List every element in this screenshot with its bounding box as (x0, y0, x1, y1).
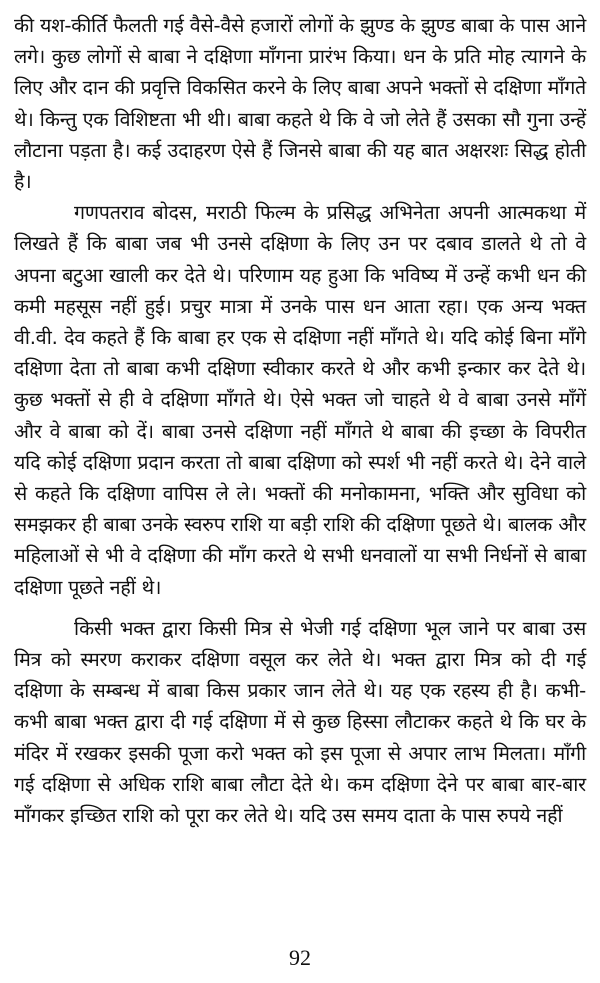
page-body (14, 10, 586, 831)
paragraph-2: गणपतराव बोदस, मराठी फिल्म के प्रसिद्ध अभिनेता अपनी आत्मकथा में लिखते हैं कि बाबा जब भी उनसे दक्षिणा के लिए उन पर दबाव डालते थे तो वे अपना बटुआ खाली कर देते थे। परिणाम यह हुआ कि भविष्य में उन्हें कभी धन की कमी महसूस नहीं हुई। प्रचुर मात्रा में उनके पास धन आता रहा। एक अन्य भक्त वी.वी. देव कहते हैं कि बाबा हर एक से दक्षिणा नहीं माँगते थे। यदि कोई बिना माँगे दक्षिणा देता तो बाबा कभी दक्षिणा स्वीकार करते थे और कभी इन्कार कर देते थे। कुछ भक्तों से ही वे दक्षिणा माँगते थे। ऐसे भक्त जो चाहते थे वे बाबा उनसे माँगें और वे बाबा को दें। बाबा उनसे दक्षिणा नहीं माँगते थे बाबा की इच्छा के विपरीत यदि कोई दक्षिणा प्रदान करता तो बाबा दक्षिणा को स्पर्श भी नहीं करते थे। देने वाले से कहते कि दक्षिणा वापिस ले ले। भक्तों की मनोकामना, भक्ति और सुविधा को समझकर ही बाबा उनके स्वरुप राशि या बड़ी राशि की दक्षिणा पूछते थे। बालक और महिलाओं से भी वे दक्षिणा की माँग करते थे सभी धनवालों या सभी निर्धनों से बाबा दक्षिणा पूछते नहीं थे। (14, 201, 586, 599)
paragraph-3: किसी भक्त द्वारा किसी मित्र से भेजी गई दक्षिणा भूल जाने पर बाबा उस मित्र को स्मरण कराकर दक्षिणा वसूल कर लेते थे। भक्त द्वारा मित्र को दी गई दक्षिणा के सम्बन्ध में बाबा किस प्रकार जान लेते थे। यह एक रहस्य ही है। कभी-कभी बाबा भक्त द्वारा दी गई दक्षिणा में से कुछ हिस्सा लौटाकर कहते थे कि घर के मंदिर में रखकर इसकी पूजा करो भक्त को इस पूजा से अपार लाभ मिलता। माँगी गई दक्षिणा से अधिक राशि बाबा लौटा देते थे। कम दक्षिणा देने पर बाबा बार-बार माँगकर इच्छित राशि को पूरा कर लेते थे। यदि उस समय दाता के पास रुपये नहीं (14, 616, 586, 828)
paragraph-1: की यश-कीर्ति फैलती गई वैसे-वैसे हजारों लोगों के झुण्ड के झुण्ड बाबा के पास आने लगे। कुछ लोगों से बाबा ने दक्षिणा माँगना प्रारंभ किया। धन के प्रति मोह त्यागने के लिए और दान की प्रवृत्ति विकसित करने के लिए बाबा अपने भक्तों से दक्षिणा माँगते थे। किन्तु एक विशिष्टता भी थी। बाबा कहते थे कि वे जो लेते हैं उसका सौ गुना उन्हें लौटाना पड़ता है। कई उदाहरण ऐसे हैं जिनसे बाबा की यह बात अक्षरशः सिद्ध होती है। (14, 14, 586, 194)
page-number: 92 (289, 945, 311, 970)
